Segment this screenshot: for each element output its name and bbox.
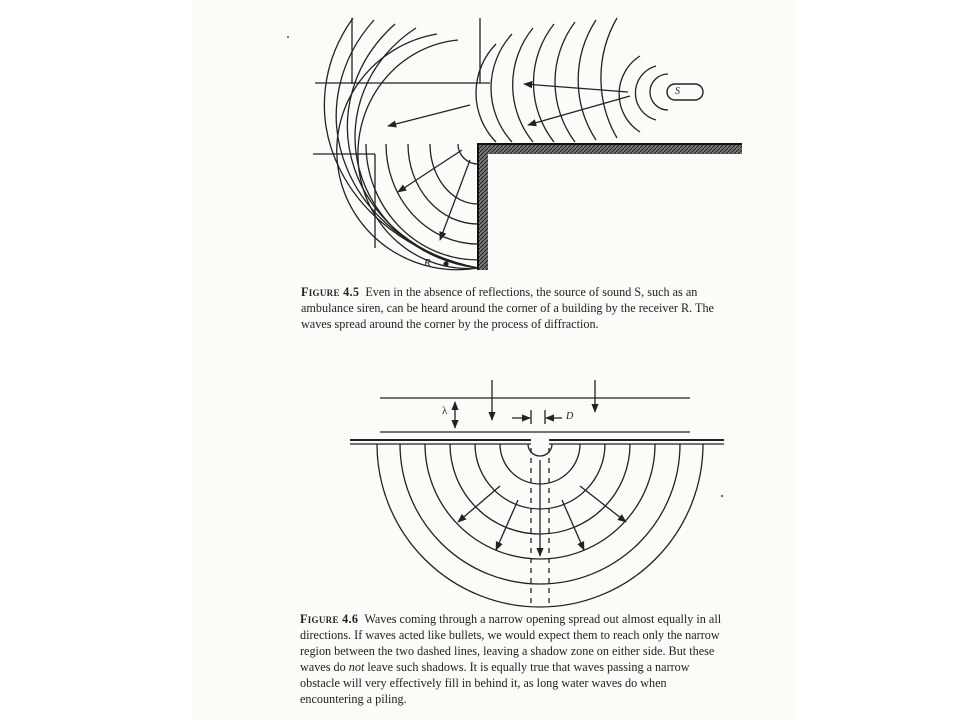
- receiver-label: R: [424, 257, 431, 269]
- figure-4-6-caption-pre: Waves coming through a narrow opening spread out almost equally in all directions. If waves acted like bullets, we would expect them to reach only the narrow region between the two dashed lines, leaving a shadow zone on either side. But these waves do: [300, 612, 722, 674]
- figure-4-6-caption-emphasis: not: [348, 660, 365, 674]
- source-box: [667, 84, 703, 100]
- figure-4-6-caption: [300, 611, 730, 707]
- figure-4-6-diagram: [350, 380, 724, 608]
- source-label: S: [675, 86, 680, 97]
- speck: [287, 36, 289, 38]
- wavelength-label: λ: [442, 405, 448, 417]
- propagation-arrows: [388, 84, 630, 240]
- figure-4-5-caption-text: Even in the absence of reflections, the source of sound S, such as an ambulance siren, can be heard around the corner of a building by the receiver R. The waves spread around the corner by the process of diffraction.: [301, 285, 714, 331]
- figure-4-6-caption-post: leave such shadows. It is equally true that waves passing a narrow obstacle will very effectively fill in behind it, as long water waves do when encountering a piling.: [300, 660, 690, 706]
- opening-label: D: [566, 411, 574, 422]
- figure-4-5-caption: [301, 284, 721, 332]
- speck: [721, 495, 723, 497]
- figure-4-5-label: Figure 4.5: [301, 285, 360, 299]
- receiver-dot: [443, 261, 448, 266]
- figure-4-5-diagram: [313, 18, 742, 270]
- figure-4-6-label: Figure 4.6: [300, 612, 359, 626]
